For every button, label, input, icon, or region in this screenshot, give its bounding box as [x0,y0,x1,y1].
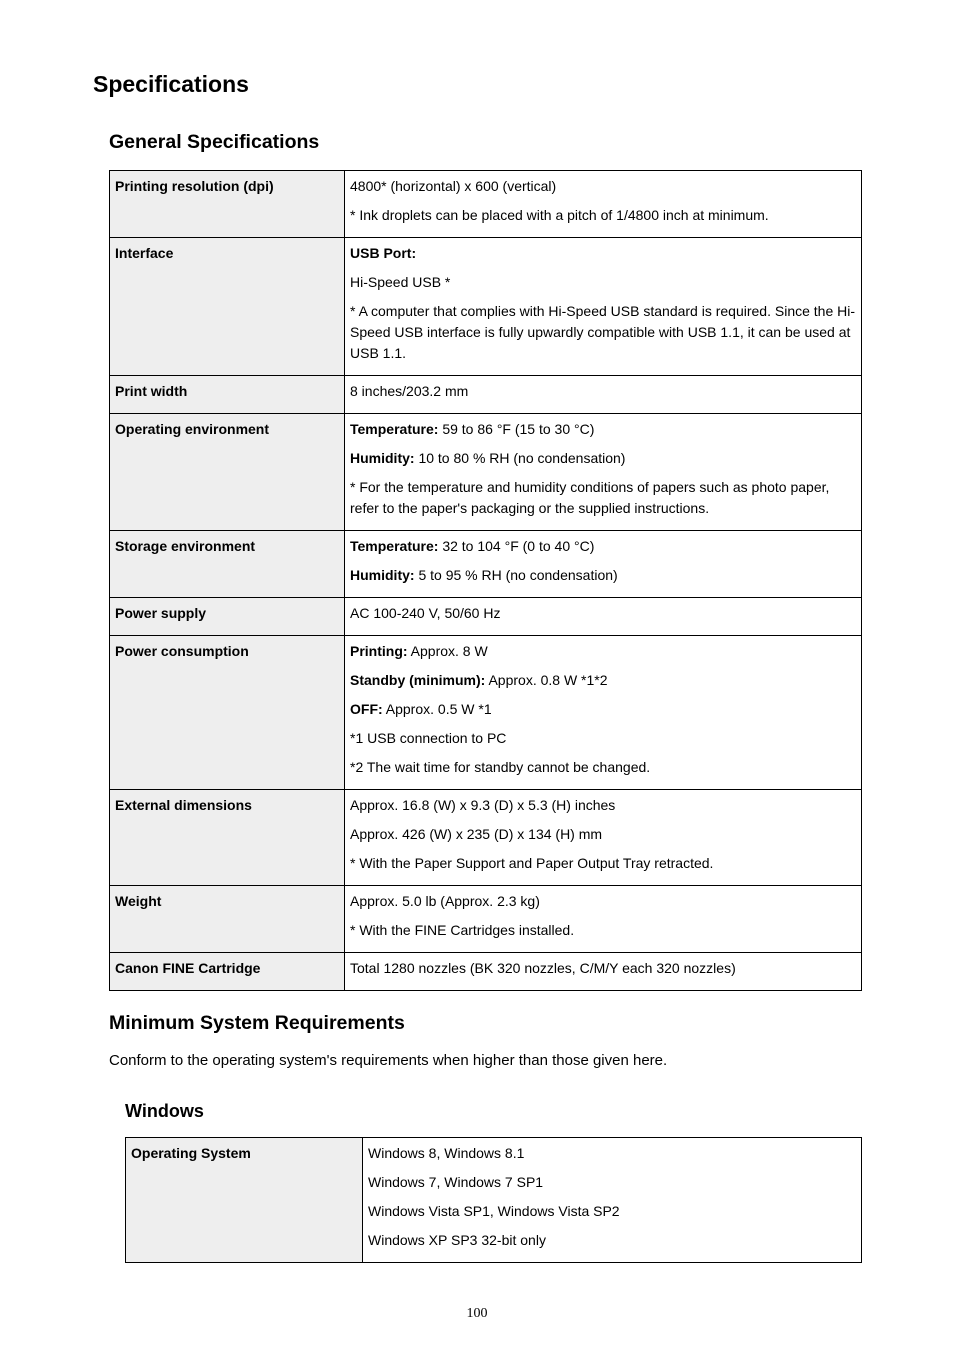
spec-label: Canon FINE Cartridge [110,953,345,991]
spec-value-text: Windows 8, Windows 8.1 [368,1145,525,1161]
minimum-system-requirements-heading: Minimum System Requirements [109,1012,405,1034]
spec-label: Weight [110,886,345,953]
spec-value-text: Hi-Speed USB * [350,274,451,290]
table-row [110,531,862,598]
spec-label: Operating System [126,1138,363,1263]
spec-value-line [350,757,856,778]
spec-value [345,790,862,886]
spec-value-text: Approx. 8 W [407,643,488,659]
spec-value-line [350,243,856,264]
spec-label: Print width [110,376,345,414]
spec-label: Storage environment [110,531,345,598]
spec-value [345,238,862,376]
table-row [110,598,862,636]
spec-value-key: Temperature: [350,538,439,554]
spec-value-text: Approx. 426 (W) x 235 (D) x 134 (H) mm [350,826,603,842]
table-row [110,171,862,238]
table-row [110,376,862,414]
spec-value-text: 8 inches/203.2 mm [350,383,469,399]
table-row [110,238,862,376]
spec-value-text: *2 The wait time for standby cannot be changed. [350,759,651,775]
spec-value-key: Humidity: [350,567,415,583]
spec-value-text: Total 1280 nozzles (BK 320 nozzles, C/M/Y each 320 nozzles) [350,960,736,976]
spec-value-text: Approx. 0.8 W *1*2 [485,672,608,688]
page-number: 100 [466,1306,488,1321]
spec-value [345,531,862,598]
spec-value-line [350,448,856,469]
spec-value-text: 10 to 80 % RH (no condensation) [414,450,626,466]
spec-value-line [350,795,856,816]
spec-label: Printing resolution (dpi) [110,171,345,238]
spec-label: Power supply [110,598,345,636]
spec-label: External dimensions [110,790,345,886]
spec-value-text: * With the Paper Support and Paper Output Tray retracted. [350,855,714,871]
spec-value-text: 59 to 86 °F (15 to 30 °C) [438,421,595,437]
spec-value [345,376,862,414]
table-row [126,1138,862,1263]
spec-value-line [350,176,856,197]
spec-value-text: Approx. 16.8 (W) x 9.3 (D) x 5.3 (H) inches [350,797,616,813]
spec-value-text: Windows 7, Windows 7 SP1 [368,1174,544,1190]
general-specifications-heading: General Specifications [109,131,320,153]
table-row [110,414,862,531]
spec-value-text: 32 to 104 °F (0 to 40 °C) [438,538,595,554]
windows-requirements-table [125,1137,862,1263]
spec-value-text: Approx. 5.0 lb (Approx. 2.3 kg) [350,893,540,909]
windows-heading: Windows [125,1101,204,1121]
spec-value-text: * A computer that complies with Hi-Speed USB standard is required. Since the Hi-Speed USB interface is fully upwardly compatible with USB 1.1, it can be used at USB 1.1. [350,303,856,361]
spec-value-line [350,419,856,440]
table-row [110,886,862,953]
spec-value-text: *1 USB connection to PC [350,730,507,746]
spec-value-line [350,603,856,624]
spec-value [363,1138,862,1263]
spec-value-text: Windows Vista SP1, Windows Vista SP2 [368,1203,620,1219]
spec-value-line [350,272,856,293]
spec-value-line [350,301,856,364]
spec-value [345,636,862,790]
spec-value-key: Standby (minimum): [350,672,486,688]
spec-value-text: 4800* (horizontal) x 600 (vertical) [350,178,557,194]
spec-value-line [350,958,856,979]
spec-label: Interface [110,238,345,376]
spec-value-key: OFF: [350,701,383,717]
spec-value-text: * With the FINE Cartridges installed. [350,922,575,938]
table-row [110,790,862,886]
spec-value-text: Approx. 0.5 W *1 [382,701,492,717]
requirements-intro-text: Conform to the operating system's requirements when higher than those given here. [109,1052,668,1069]
table-row [110,636,862,790]
spec-value-key: Humidity: [350,450,415,466]
spec-value-line [350,824,856,845]
spec-value [345,171,862,238]
spec-value-text: 5 to 95 % RH (no condensation) [414,567,618,583]
spec-value [345,886,862,953]
page-title: Specifications [93,71,249,97]
spec-value [345,414,862,531]
spec-value-line [350,728,856,749]
table-row [110,953,862,991]
spec-label: Operating environment [110,414,345,531]
spec-value-line [350,699,856,720]
spec-value-text: * For the temperature and humidity conditions of papers such as photo paper, refer to the paper's packaging or the supplied instructions. [350,479,830,516]
spec-value-line [350,670,856,691]
spec-value-key: Printing: [350,643,408,659]
spec-value-line [368,1230,856,1251]
spec-value-text: AC 100-240 V, 50/60 Hz [350,605,501,621]
spec-value-line [350,891,856,912]
spec-value-text: Windows XP SP3 32-bit only [368,1232,546,1248]
spec-value-line [350,853,856,874]
spec-value [345,598,862,636]
spec-value-key: Temperature: [350,421,439,437]
general-specifications-table [109,170,862,991]
spec-value-line [350,641,856,662]
spec-value [345,953,862,991]
spec-value-line [350,536,856,557]
spec-value-line [368,1143,856,1164]
spec-value-line [350,565,856,586]
spec-label: Power consumption [110,636,345,790]
spec-value-line [350,477,856,519]
spec-value-line [368,1201,856,1222]
spec-value-key: USB Port: [350,245,417,261]
spec-value-line [350,381,856,402]
spec-value-line [368,1172,856,1193]
spec-value-line [350,920,856,941]
spec-value-line [350,205,856,226]
spec-value-text: * Ink droplets can be placed with a pitch of 1/4800 inch at minimum. [350,207,769,223]
